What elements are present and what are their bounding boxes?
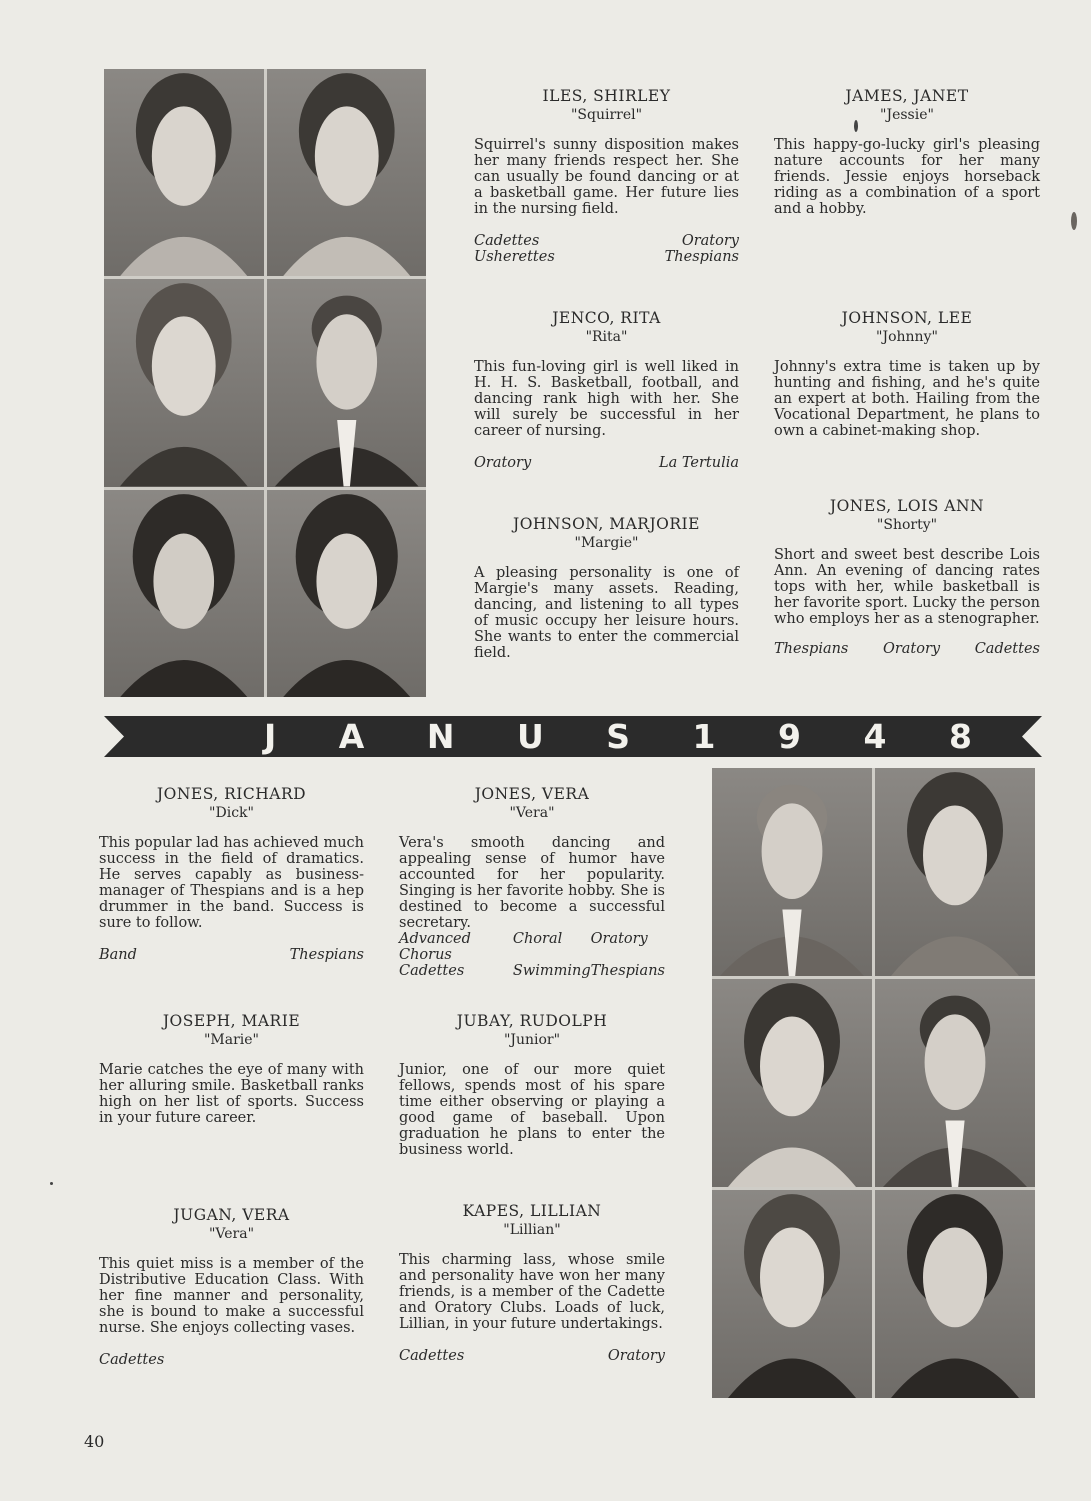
student-bio: This quiet miss is a member of the Distributive Education Class. With her fine manner and personality, she is bound to make a successful nurse. She enjoys collecting vases.	[99, 1256, 364, 1336]
banner-letter: A	[338, 717, 365, 756]
top-photo-grid	[104, 69, 426, 697]
banner-letter: S	[606, 717, 631, 756]
bio-jenco-rita	[474, 310, 739, 471]
banner-letter: N	[426, 717, 455, 756]
student-bio: A pleasing personality is one of Margie's many assets. Reading, dancing, and listening to all types of music occupy her leisure hours. She wants to enter the commercial field.	[474, 565, 739, 661]
banner-letter: J	[264, 717, 277, 756]
club-label: Advanced Chorus	[399, 931, 471, 963]
student-nickname: "Johnny"	[876, 329, 938, 345]
club-list	[99, 1352, 364, 1368]
banner-title	[264, 716, 972, 757]
student-bio: Johnny's extra time is taken up by hunting and fishing, and he's quite an expert at both. Hailing from the Vocational Department, he plans to own a cabinet-making shop.	[774, 359, 1040, 439]
student-name: JOSEPH, MARIE	[162, 1012, 301, 1030]
club-label: Thespians	[774, 641, 849, 657]
student-bio: Squirrel's sunny disposition makes her many friends respect her. She can usually be found dancing or at a basketball game. Her future lies in the nursing field.	[474, 137, 739, 217]
student-bio: Vera's smooth dancing and appealing sense of humor have accounted for her popularity. Singing is her favorite hobby. She is destined to become a successful secretary.	[399, 835, 665, 931]
student-bio: This happy-go-lucky girl's pleasing nature accounts for her many friends. Jessie enjoys horseback riding as a combination of a sport and a hobby.	[774, 137, 1040, 217]
student-bio: Short and sweet best describe Lois Ann. An evening of dancing rates tops with her, while basketball is her favorite sport. Lucky the person who employs her as a stenographer.	[774, 547, 1040, 627]
club-list	[399, 931, 665, 979]
student-name: JOHNSON, MARJORIE	[512, 515, 700, 533]
student-nickname: "Rita"	[585, 329, 628, 345]
bio-johnson-marjorie	[474, 516, 739, 661]
bio-jubay-rudolph	[399, 1013, 665, 1158]
club-list	[399, 1348, 665, 1364]
club-label: Oratory	[474, 455, 532, 471]
club-label: Oratory	[681, 233, 739, 249]
student-name: JONES, LOIS ANN	[829, 497, 985, 515]
student-bio: Marie catches the eye of many with her alluring smile. Basketball ranks high on her list of sports. Success in your future career.	[99, 1062, 364, 1126]
student-portrait	[875, 768, 1035, 976]
banner-letter: 1	[692, 717, 716, 756]
student-portrait	[712, 979, 872, 1187]
student-bio: This charming lass, whose smile and personality have won her many friends, is a member of the Cadette and Oratory Clubs. Loads of luck, Lillian, in your future undertakings.	[399, 1252, 665, 1332]
student-portrait	[267, 490, 427, 697]
club-label: Thespians	[664, 249, 739, 265]
club-label: Choral	[512, 931, 563, 947]
student-nickname: "Lillian"	[503, 1222, 561, 1238]
club-label: Cadettes	[99, 1352, 165, 1368]
student-name: JUBAY, RUDOLPH	[456, 1012, 608, 1030]
club-label: Oratory	[882, 641, 941, 657]
student-name: KAPES, LILLIAN	[462, 1202, 602, 1220]
student-nickname: "Shorty"	[876, 517, 938, 533]
club-label: Thespians	[289, 947, 364, 963]
student-name: JONES, RICHARD	[156, 785, 307, 803]
student-bio: This popular lad has achieved much success in the field of dramatics. He serves capably as business-manager of Thespians and is a hep drummer in the band. Success is sure to follow.	[99, 835, 364, 931]
banner-letter: 9	[778, 717, 801, 756]
banner-letter: 8	[948, 717, 972, 756]
bio-joseph-marie	[99, 1013, 364, 1126]
ink-speck	[1071, 212, 1077, 230]
student-portrait	[875, 979, 1035, 1187]
bio-iles-shirley	[474, 88, 739, 265]
student-portrait	[104, 279, 264, 486]
bio-james-janet	[774, 88, 1040, 217]
student-nickname: "Jessie"	[880, 107, 934, 123]
banner-letter: 4	[863, 717, 887, 756]
student-portrait	[267, 279, 427, 486]
student-nickname: "Dick"	[209, 805, 254, 821]
page-number: 40	[84, 1432, 105, 1451]
club-label: Swimming	[512, 963, 591, 979]
student-portrait	[875, 1190, 1035, 1398]
student-portrait	[104, 69, 264, 276]
janus-1948-banner	[104, 716, 1042, 757]
bio-jones-vera	[399, 786, 665, 979]
club-label: Cadettes	[399, 963, 465, 979]
bio-kapes-lillian	[399, 1203, 665, 1364]
club-label: Band	[99, 947, 137, 963]
student-bio: Junior, one of our more quiet fellows, spends most of his spare time either observing or playing a good game of baseball. Upon graduation he plans to enter the business world.	[399, 1062, 665, 1158]
bottom-photo-grid	[712, 768, 1035, 1398]
club-label: Cadettes	[399, 1348, 465, 1364]
club-label: Thespians	[590, 963, 665, 979]
student-bio: This fun-loving girl is well liked in H. H. S. Basketball, football, and dancing rank high with her. She will surely be successful in her career of nursing.	[474, 359, 739, 439]
student-name: JONES, VERA	[474, 785, 590, 803]
bio-johnson-lee	[774, 310, 1040, 439]
ink-speck	[50, 1182, 53, 1185]
club-label: Oratory	[590, 931, 648, 947]
club-label: Cadettes	[974, 641, 1040, 657]
club-list	[474, 455, 739, 471]
student-portrait	[712, 1190, 872, 1398]
student-nickname: "Squirrel"	[570, 107, 643, 123]
student-portrait	[267, 69, 427, 276]
student-name: JUGAN, VERA	[173, 1206, 290, 1224]
student-nickname: "Marie"	[203, 1032, 259, 1048]
student-nickname: "Margie"	[574, 535, 639, 551]
club-list	[774, 641, 1040, 657]
bio-jones-richard	[99, 786, 364, 963]
banner-letter: U	[516, 717, 544, 756]
student-nickname: "Vera"	[208, 1226, 255, 1242]
club-label: Oratory	[607, 1348, 665, 1364]
student-nickname: "Junior"	[503, 1032, 561, 1048]
club-list	[99, 947, 364, 963]
student-nickname: "Vera"	[509, 805, 555, 821]
student-name: JAMES, JANET	[845, 87, 969, 105]
club-label: Usherettes	[474, 249, 555, 265]
club-list	[474, 233, 739, 265]
bio-jugan-vera	[99, 1207, 364, 1368]
ink-speck	[854, 120, 858, 132]
student-name: JENCO, RITA	[552, 309, 661, 327]
student-name: ILES, SHIRLEY	[542, 87, 671, 105]
club-label: Cadettes	[474, 233, 540, 249]
student-portrait	[712, 768, 872, 976]
student-portrait	[104, 490, 264, 697]
bio-jones-lois-ann	[774, 498, 1040, 657]
student-name: JOHNSON, LEE	[841, 309, 973, 327]
club-label: La Tertulia	[658, 455, 739, 471]
